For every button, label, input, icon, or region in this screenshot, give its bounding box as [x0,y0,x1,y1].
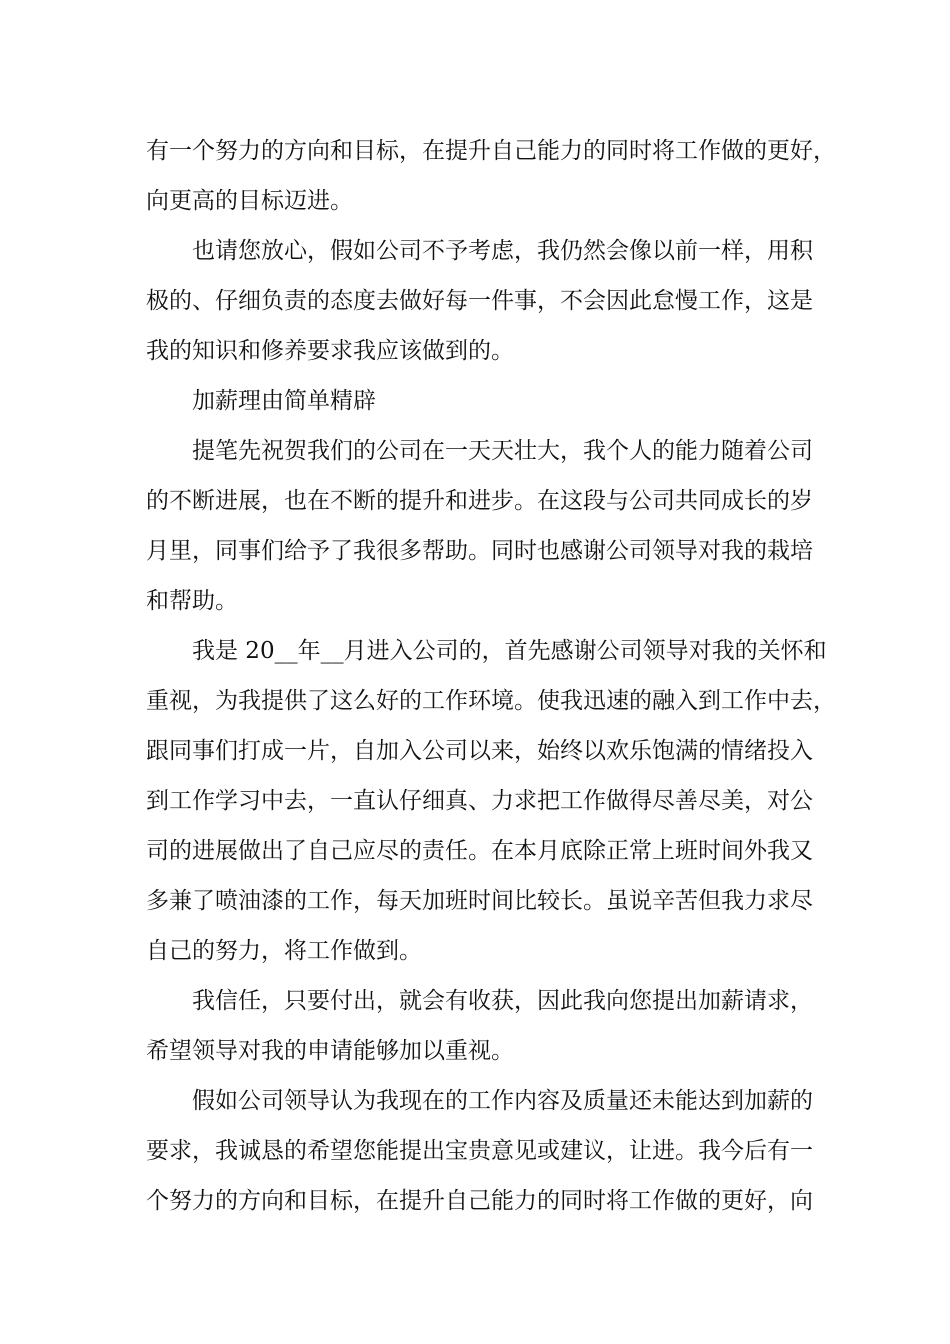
text-line: 自己的努力，将工作做到。 [146,938,422,964]
text-line: 希望领导对我的申请能够加以重视。 [146,1038,514,1064]
text-line: 有一个努力的方向和目标，在提升自己能力的同时将工作做的更好， [146,138,836,164]
text-line: 月里，同事们给予了我很多帮助。同时也感谢公司领导对我的栽培 [146,538,813,564]
section-heading: 加薪理由简单精辟 [192,388,376,414]
paragraph-start-line: 我信任，只要付出，就会有收获，因此我向您提出加薪请求， [192,988,813,1014]
text-line: 重视，为我提供了这么好的工作环境。使我迅速的融入到工作中去， [146,688,836,714]
text-line: 要求，我诚恳的希望您能提出宝贵意见或建议，让进。我今后有一 [146,1138,813,1164]
paragraph-start-line: 提笔先祝贺我们的公司在一天天壮大，我个人的能力随着公司 [192,438,813,464]
text-line: 向更高的目标迈进。 [146,188,353,214]
text-line: 多兼了喷油漆的工作，每天加班时间比较长。虽说辛苦但我力求尽 [146,888,813,914]
text-line: 跟同事们打成一片，自加入公司以来，始终以欢乐饱满的情绪投入 [146,738,813,764]
text-line: 我的知识和修养要求我应该做到的。 [146,338,514,364]
text-line: 司的进展做出了自己应尽的责任。在本月底除正常上班时间外我又 [146,838,813,864]
text-line: 个努力的方向和目标，在提升自己能力的同时将工作做的更好，向 [146,1188,813,1214]
paragraph-start-line: 假如公司领导认为我现在的工作内容及质量还未能达到加薪的 [192,1088,813,1114]
text-line: 和帮助。 [146,588,238,614]
paragraph-start-line: 我是 20__年__月进入公司的，首先感谢公司领导对我的关怀和 [192,638,827,664]
text-line: 到工作学习中去，一直认仔细真、力求把工作做得尽善尽美，对公 [146,788,813,814]
paragraph-start-line: 也请您放心，假如公司不予考虑，我仍然会像以前一样，用积 [192,238,813,264]
text-line: 极的、仔细负责的态度去做好每一件事，不会因此怠慢工作，这是 [146,288,813,314]
text-line: 的不断进展，也在不断的提升和进步。在这段与公司共同成长的岁 [146,488,813,514]
